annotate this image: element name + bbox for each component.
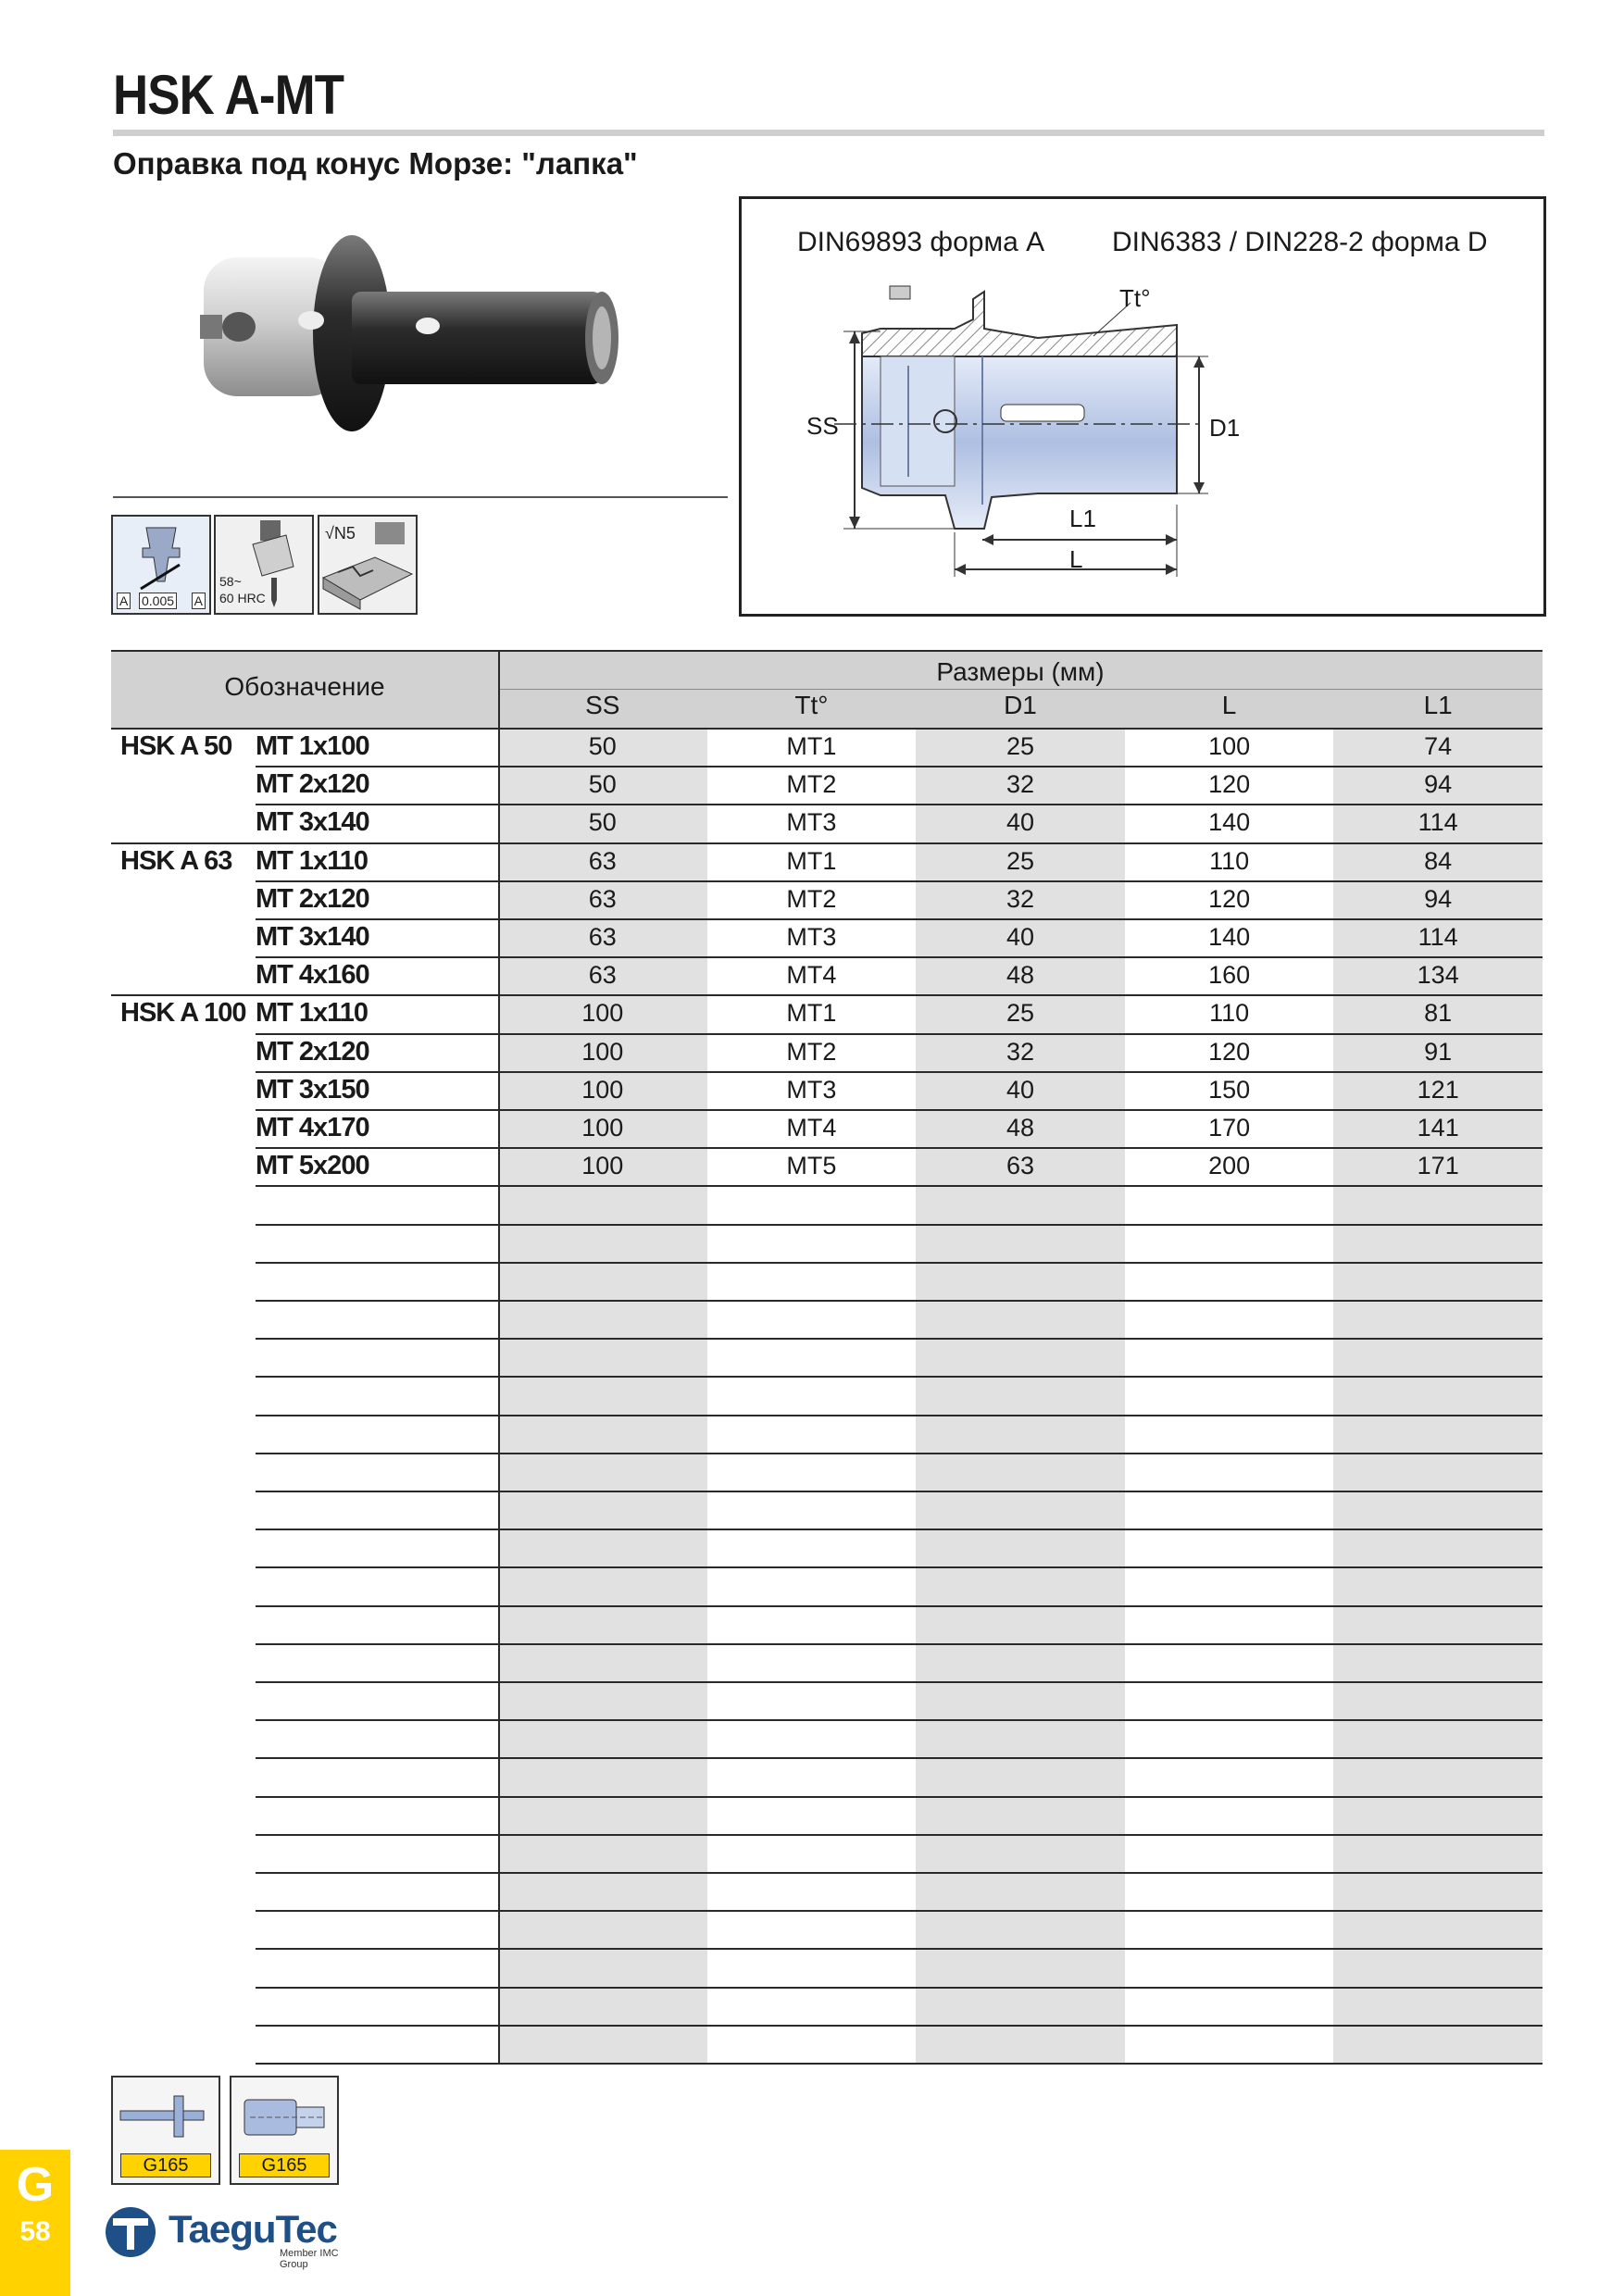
empty-row-rule [256, 2025, 1543, 2027]
empty-row-rule [256, 1757, 1543, 1759]
page-subtitle: Оправка под конус Морзе: "лапка" [113, 146, 638, 181]
logo-tagline: Member IMC Group [280, 2248, 339, 2270]
column-header: SS [585, 691, 620, 719]
standard-left-label: DIN69893 форма A [797, 227, 1045, 257]
empty-row-rule [256, 1300, 1543, 1302]
model-designation: MT 1x110 [256, 998, 368, 1029]
model-designation: MT 4x160 [256, 960, 369, 991]
hardness-line1: 58~ [219, 574, 242, 589]
collet-icon [231, 2078, 337, 2157]
table-cell: 121 [1417, 1075, 1459, 1104]
table-cell: MT4 [786, 1114, 837, 1142]
empty-row-rule [256, 1453, 1543, 1454]
holder-group-label: HSK A 50 [120, 731, 232, 761]
table-cell: 63 [588, 884, 617, 913]
table-cell: MT3 [786, 808, 837, 837]
table-cell: 141 [1417, 1114, 1459, 1142]
table-cell: 48 [1006, 1114, 1034, 1142]
table-cell: 100 [581, 1075, 624, 1104]
table-cell: 110 [1209, 999, 1250, 1028]
table-cell: 94 [1424, 884, 1453, 913]
logo-wordmark: TaeguTec [169, 2207, 337, 2251]
table-cell: 63 [588, 961, 617, 990]
table-cell: 32 [1006, 1037, 1034, 1066]
model-designation: MT 5x200 [256, 1151, 369, 1181]
runout-ref-a: A [117, 593, 131, 609]
table-cell: 40 [1006, 923, 1034, 951]
empty-row-rule [256, 1376, 1543, 1378]
header-bottom-rule [111, 728, 1543, 730]
table-cell: 100 [581, 999, 624, 1028]
empty-row-rule [256, 1872, 1543, 1874]
empty-row-rule [256, 1796, 1543, 1798]
column-header: L1 [1423, 691, 1453, 719]
model-designation: MT 4x170 [256, 1113, 369, 1142]
empty-row-rule [256, 1681, 1543, 1683]
table-cell: MT2 [786, 1037, 837, 1066]
model-designation: MT 1x110 [256, 845, 368, 876]
table-cell: 100 [581, 1037, 624, 1066]
table-cell: 171 [1417, 1152, 1459, 1180]
column-header: Tt° [794, 691, 829, 719]
table-cell: 91 [1424, 1037, 1453, 1066]
empty-row-rule [256, 1948, 1543, 1950]
table-cell: MT4 [786, 961, 837, 990]
page-title: HSK A-MT [113, 64, 344, 126]
runout-feature-icon [111, 515, 211, 615]
table-cell: 32 [1006, 770, 1034, 799]
ss-dimension-label: SS [806, 412, 839, 440]
holder-group-label: HSK A 100 [120, 998, 246, 1029]
table-cell: 25 [1006, 999, 1034, 1028]
table-cell: 110 [1209, 846, 1250, 875]
model-designation: MT 3x150 [256, 1074, 369, 1104]
page-number: 58 [19, 2216, 51, 2247]
table-cell: 40 [1006, 808, 1034, 837]
empty-row-rule [256, 1605, 1543, 1607]
table-cell: MT2 [786, 770, 837, 799]
designation-divider [498, 650, 500, 2063]
model-designation: MT 3x140 [256, 807, 369, 838]
collet-accessory [230, 2076, 339, 2185]
table-top-rule [111, 650, 1543, 652]
table-cell: 114 [1418, 808, 1458, 837]
empty-row-rule [256, 1262, 1543, 1264]
empty-row-rule [256, 1910, 1543, 1912]
runout-ref-b: A [192, 593, 206, 609]
table-cell: 114 [1418, 923, 1458, 951]
table-cell: 140 [1208, 923, 1251, 951]
table-cell: 25 [1006, 732, 1034, 760]
taper-dimension-label: Tt° [1119, 284, 1151, 312]
table-cell: 63 [588, 846, 617, 875]
table-cell: 100 [581, 1114, 624, 1142]
empty-row-rule [256, 1338, 1543, 1340]
table-cell: 81 [1424, 999, 1453, 1028]
table-cell: 120 [1208, 884, 1251, 913]
table-cell: MT3 [786, 923, 837, 951]
holder-group-label: HSK A 63 [120, 845, 232, 876]
table-cell: 150 [1208, 1075, 1251, 1104]
hardness-line2: 60 HRC [219, 591, 266, 605]
hardness-feature-icon [214, 515, 314, 615]
table-cell: 40 [1006, 1075, 1034, 1104]
d1-dimension-label: D1 [1209, 414, 1241, 442]
table-cell: MT1 [786, 846, 837, 875]
title-divider [113, 130, 1544, 136]
table-cell: 25 [1006, 846, 1034, 875]
tool-holder-image [185, 213, 639, 454]
table-cell: 170 [1208, 1114, 1251, 1142]
taegutec-logo [104, 2203, 344, 2270]
model-designation: MT 2x120 [256, 883, 369, 914]
model-designation: MT 3x140 [256, 922, 369, 952]
section-letter: G [16, 2158, 55, 2212]
empty-row-rule [256, 1415, 1543, 1416]
l-dimension-label: L [1069, 545, 1083, 573]
table-cell: MT2 [786, 884, 837, 913]
table-cell: 84 [1424, 846, 1453, 875]
row-rule [256, 1185, 1543, 1187]
empty-row-rule [256, 1834, 1543, 1836]
model-designation: MT 2x120 [256, 1036, 369, 1067]
designation-header: Обозначение [224, 672, 385, 701]
column-header: D1 [1004, 691, 1037, 719]
technical-drawing [739, 196, 1546, 617]
empty-row-rule [256, 1987, 1543, 1989]
empty-row-rule [256, 1224, 1543, 1226]
empty-row-rule [256, 1643, 1543, 1645]
table-cell: 74 [1424, 732, 1453, 760]
table-cell: 140 [1208, 808, 1251, 837]
table-cell: MT5 [786, 1152, 837, 1180]
table-cell: 50 [588, 732, 617, 760]
dimensions-header: Размеры (мм) [936, 657, 1105, 686]
table-cell: 100 [581, 1152, 624, 1180]
table-cell: 32 [1006, 884, 1034, 913]
table-cell: 160 [1208, 961, 1251, 990]
accessory-ref-2: G165 [239, 2153, 330, 2177]
header-sub-rule [498, 689, 1543, 690]
surface-finish-label: √N5 [325, 524, 356, 543]
table-cell: MT1 [786, 999, 837, 1028]
table-cell: 63 [1006, 1152, 1034, 1180]
table-cell: 50 [588, 770, 617, 799]
table-cell: 120 [1208, 1037, 1251, 1066]
empty-row-rule [256, 1529, 1543, 1530]
model-designation: MT 2x120 [256, 769, 369, 800]
model-designation: MT 1x100 [256, 731, 369, 761]
t-wrench-accessory [111, 2076, 220, 2185]
table-cell: 63 [588, 923, 617, 951]
table-cell: 50 [588, 808, 617, 837]
accessory-ref-1: G165 [120, 2153, 211, 2177]
table-cell: 200 [1208, 1152, 1251, 1180]
holder-section-drawing [742, 199, 1543, 614]
table-cell: MT1 [786, 732, 837, 760]
taegutec-mark-icon [104, 2205, 161, 2259]
table-cell: MT3 [786, 1075, 837, 1104]
spec-table [111, 650, 1543, 2070]
standard-right-label: DIN6383 / DIN228-2 форма D [1112, 227, 1488, 257]
photo-divider [113, 496, 728, 498]
table-cell: 100 [1208, 732, 1251, 760]
table-cell: 120 [1208, 770, 1251, 799]
table-cell: 134 [1417, 961, 1459, 990]
table-cell: 94 [1424, 770, 1453, 799]
product-photo [185, 213, 639, 454]
column-header: L [1221, 691, 1237, 719]
empty-row-rule [256, 1719, 1543, 1721]
empty-row-rule [256, 1491, 1543, 1492]
runout-value: 0.005 [139, 593, 177, 609]
empty-row-rule [256, 2063, 1543, 2065]
empty-row-rule [256, 1566, 1543, 1568]
l1-dimension-label: L1 [1069, 505, 1096, 532]
t-wrench-icon [113, 2078, 219, 2157]
surface-finish-feature-icon [318, 515, 418, 615]
table-cell: 48 [1006, 961, 1034, 990]
